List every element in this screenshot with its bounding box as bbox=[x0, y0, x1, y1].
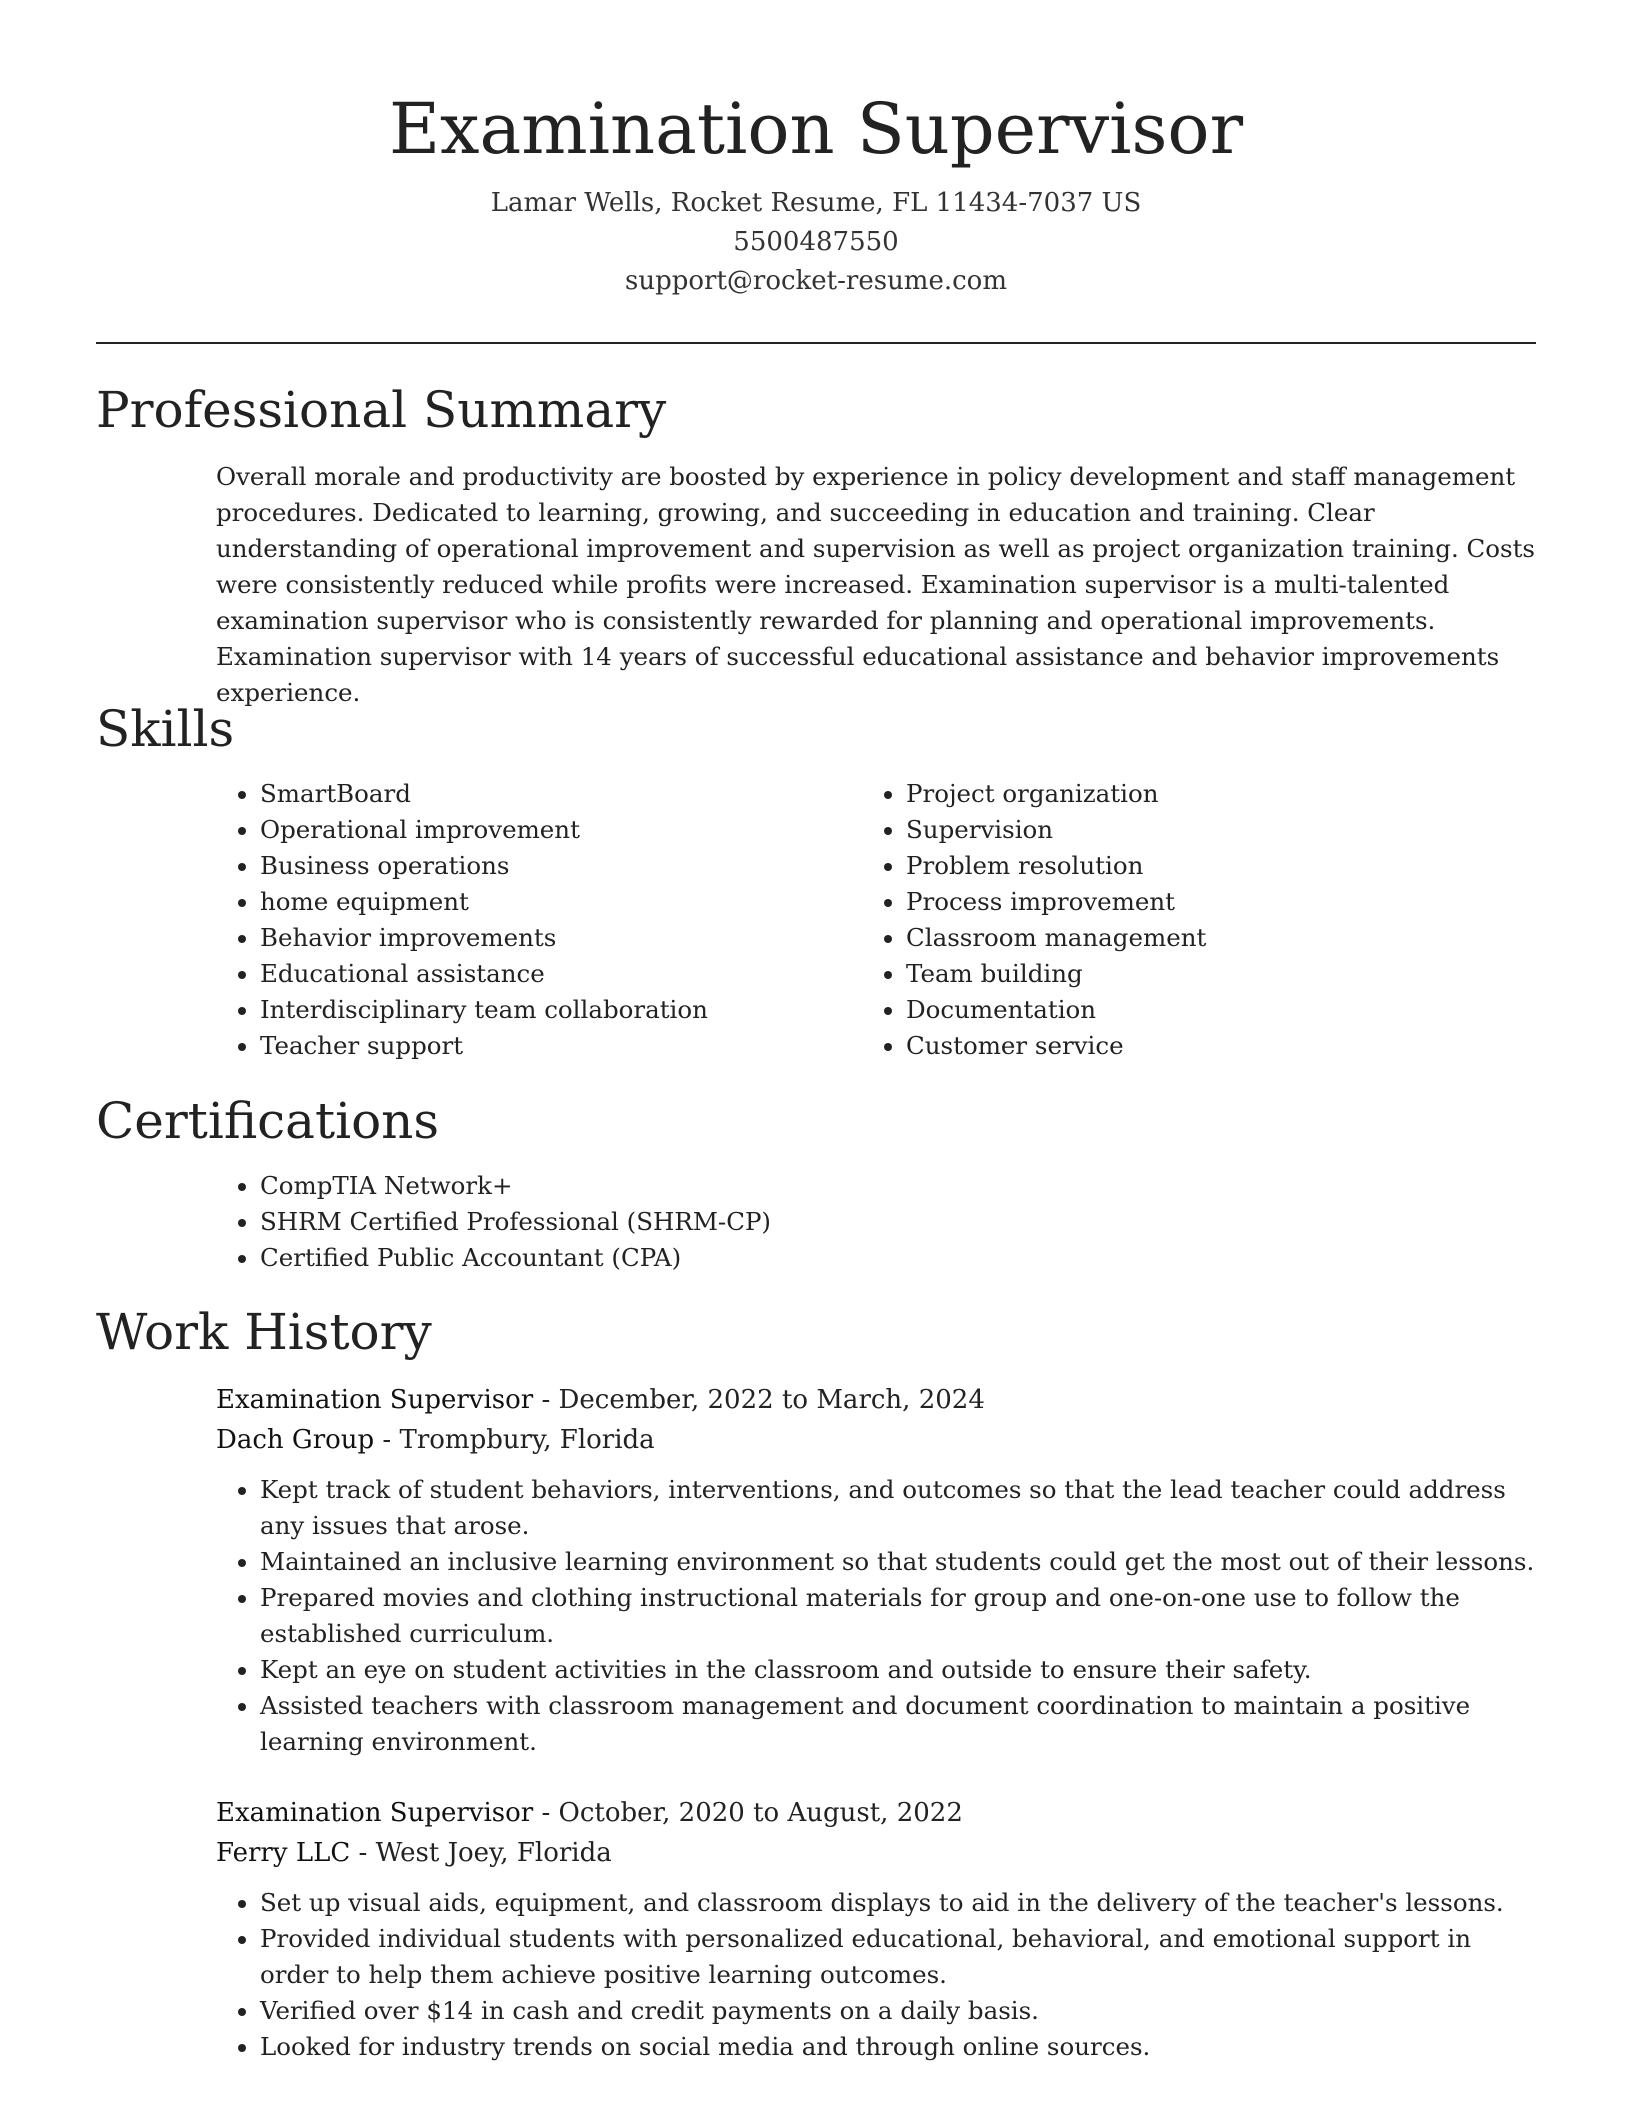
contact-block bbox=[96, 184, 1536, 301]
list-item: • Team building bbox=[906, 956, 1506, 992]
job-2-title-line bbox=[216, 1793, 963, 1833]
list-item: • Verified over $14 in cash and credit payments on a daily basis. bbox=[260, 1993, 1536, 2029]
list-item: • Assisted teachers with classroom management and document coordination to maintain a positive learning environment. bbox=[260, 1688, 1536, 1760]
list-item: • Problem resolution bbox=[906, 848, 1506, 884]
list-item: • Business operations bbox=[260, 848, 860, 884]
summary-text: Overall morale and productivity are boosted by experience in policy development and staff management procedures. Dedicated to learning, growing, and succeeding in education and training. Clear understanding of operational improvement and supervision as well as project organization training. Costs were consistently reduced while profits were increased. Examination supervisor is a multi-talented examination supervisor who is consistently rewarded for planning and operational improvements. Examination supervisor with 14 years of successful educational assistance and behavior improvements experience. bbox=[216, 462, 1536, 707]
job-1-location: - Trompbury, Florida bbox=[374, 1425, 655, 1455]
job-2-dates: - October, 2020 to August, 2022 bbox=[533, 1798, 963, 1828]
job-2-role: Examination Supervisor bbox=[216, 1798, 534, 1828]
resume-header bbox=[96, 84, 1536, 301]
list-item: • Project organization bbox=[906, 776, 1506, 812]
job-1-company: Dach Group bbox=[216, 1425, 375, 1455]
list-item: • Kept an eye on student activities in the classroom and outside to ensure their safety. bbox=[260, 1652, 1536, 1688]
job-1-role: Examination Supervisor bbox=[216, 1385, 534, 1415]
section-title-work-history: Work History bbox=[96, 1303, 432, 1361]
job-2-company: Ferry LLC bbox=[216, 1838, 351, 1868]
section-title-certifications: Certifications bbox=[96, 1092, 440, 1150]
list-item: • Classroom management bbox=[906, 920, 1506, 956]
list-item: • SHRM Certified Professional (SHRM-CP) bbox=[260, 1204, 1460, 1240]
list-item: • Certified Public Accountant (CPA) bbox=[260, 1240, 1460, 1276]
list-item: • home equipment bbox=[260, 884, 860, 920]
candidate-title: Examination Supervisor bbox=[388, 88, 1244, 170]
job-1-dates: - December, 2022 to March, 2024 bbox=[533, 1385, 985, 1415]
header-divider bbox=[96, 342, 1536, 344]
list-item: • Kept track of student behaviors, interventions, and outcomes so that the lead teacher could address any issues that arose. bbox=[260, 1472, 1536, 1544]
list-item: • SmartBoard bbox=[260, 776, 860, 812]
list-item: • Customer service bbox=[906, 1028, 1506, 1064]
list-item: • Teacher support bbox=[260, 1028, 860, 1064]
skills-list-left bbox=[216, 776, 860, 1064]
job-1-company-line bbox=[216, 1420, 655, 1460]
section-title-skills: Skills bbox=[96, 700, 235, 758]
section-title-summary: Professional Summary bbox=[96, 381, 667, 439]
job-1-bullets bbox=[216, 1472, 1536, 1760]
list-item: • Interdisciplinary team collaboration bbox=[260, 992, 860, 1028]
contact-address: Lamar Wells, Rocket Resume, FL 11434-7037 US bbox=[490, 188, 1142, 218]
list-item: • Provided individual students with personalized educational, behavioral, and emotional support in order to help them achieve positive learning outcomes. bbox=[260, 1921, 1536, 1993]
list-item: • Supervision bbox=[906, 812, 1506, 848]
list-item: • Educational assistance bbox=[260, 956, 860, 992]
skills-list-right bbox=[862, 776, 1506, 1064]
list-item: • CompTIA Network+ bbox=[260, 1168, 1460, 1204]
job-2-company-line bbox=[216, 1833, 612, 1873]
list-item: • Process improvement bbox=[906, 884, 1506, 920]
list-item: • Prepared movies and clothing instructional materials for group and one-on-one use to follow the established curriculum. bbox=[260, 1580, 1536, 1652]
list-item: • Looked for industry trends on social media and through online sources. bbox=[260, 2029, 1536, 2065]
list-item: • Behavior improvements bbox=[260, 920, 860, 956]
contact-email: support@rocket-resume.com bbox=[624, 266, 1007, 296]
contact-phone: 5500487550 bbox=[733, 227, 899, 257]
job-1-title-line bbox=[216, 1380, 985, 1420]
list-item: • Maintained an inclusive learning environment so that students could get the most out of their lessons. bbox=[260, 1544, 1536, 1580]
job-2-location: - West Joey, Florida bbox=[350, 1838, 612, 1868]
list-item: • Documentation bbox=[906, 992, 1506, 1028]
list-item: • Set up visual aids, equipment, and classroom displays to aid in the delivery of the teacher's lessons. bbox=[260, 1885, 1536, 1921]
certifications-list bbox=[216, 1168, 1460, 1276]
job-2-bullets bbox=[216, 1885, 1536, 2065]
list-item: • Operational improvement bbox=[260, 812, 860, 848]
